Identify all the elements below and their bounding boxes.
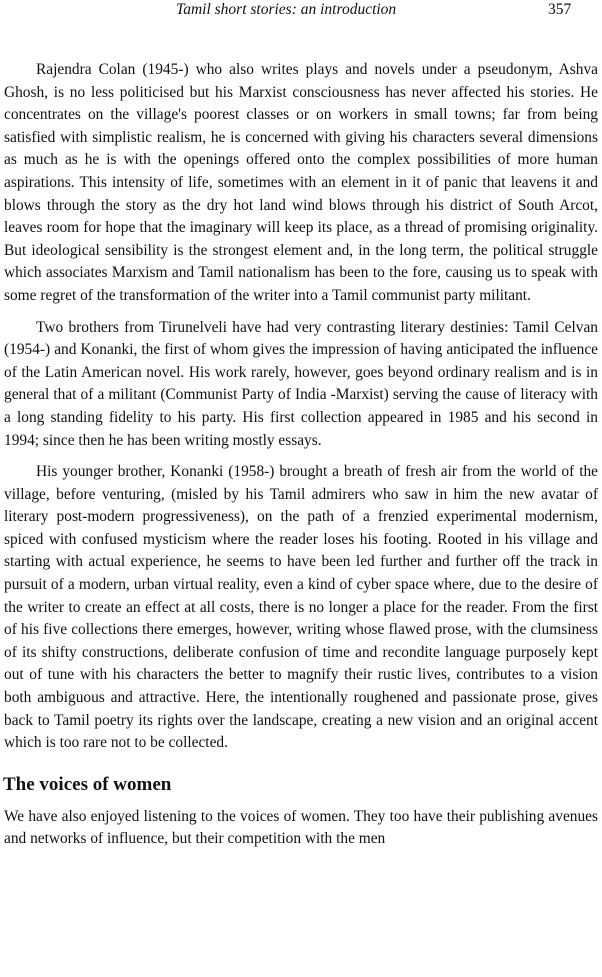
running-head: [0, 1, 602, 21]
paragraph-voices-of-women: We have also enjoyed listening to the voices of women. They too have their publishing avenues and networks of influence, but their competition with the men: [4, 807, 598, 848]
paragraph-two-brothers: Two brothers from Tirunelveli have had very contrasting literary destinies: Tamil Celvan (1954-) and Konanki, the first of whom gives the impression of having anticipated the influence of the Latin American novel. His work rarely, however, goes beyond ordinary realism and is in general that of a militant (Communist Party of India -Marxist) serving the cause of literacy with a long standing fidelity to his party. His first collection appeared in 1985 and his second in 1994; since then he has been writing mostly essays.: [4, 318, 598, 449]
paragraph-konanki: His younger brother, Konanki (1958-) brought a breath of fresh air from the world of the village, before venturing, (misled by his Tamil admirers who saw in him the new avatar of literary post-modern progressiveness), on the path of a frenzied experimental modernism, spiced with confused mysticism where the reader loses his footing. Rooted in his village and starting with actual experience, he seems to have been led further and further off the track in pursuit of a modern, urban virtual reality, even a kind of cyber space where, due to the desire of the writer to create an effect at all costs, there is no longer a place for the reader. From the first of his five collections there emerges, however, writing whose flawed prose, with the clumsiness of its shifty constructions, deliberate confusion of time and recondite language purposely kept out of tune with his characters the better to magnify their rustic lives, contributes to a vision both ambiguous and attractive. Here, the intentionally roughened and passionate prose, gives back to Tamil poetry its rights over the landscape, creating a new vision and an original accent which is too rare not to be collected.: [4, 463, 598, 752]
section-heading: The voices of women: [3, 773, 172, 795]
running-title: Tamil short stories: an introduction: [176, 1, 397, 18]
body-text: [4, 59, 598, 851]
paragraph-rajendra-colan: Rajendra Colan (1945-) who also writes plays and novels under a pseudonym, Ashva Ghosh, is no less politicised but his Marxist consciousness has never affected his stories. He concentrates on the village's poorest classes or on workers in small towns; far from being satisfied with simplistic realism, he is concerned with giving his characters several dimensions as much as he is with the openings offered onto the complex possibilities of more human aspirations. This intensity of life, sometimes with an element in it of panic that leavens it and blows through the story as the dry hot land wind blows through his district of South Arcot, leaves room for hope that the imaginary will keep its place, as a thread of promising originality. But ideological sensibility is the strongest element and, in the long term, the political struggle which associates Marxism and Tamil nationalism has been to the fore, causing us to speak with some regret of the transformation of the writer into a Tamil communist party militant.: [4, 61, 598, 304]
page-number: 357: [548, 1, 572, 18]
